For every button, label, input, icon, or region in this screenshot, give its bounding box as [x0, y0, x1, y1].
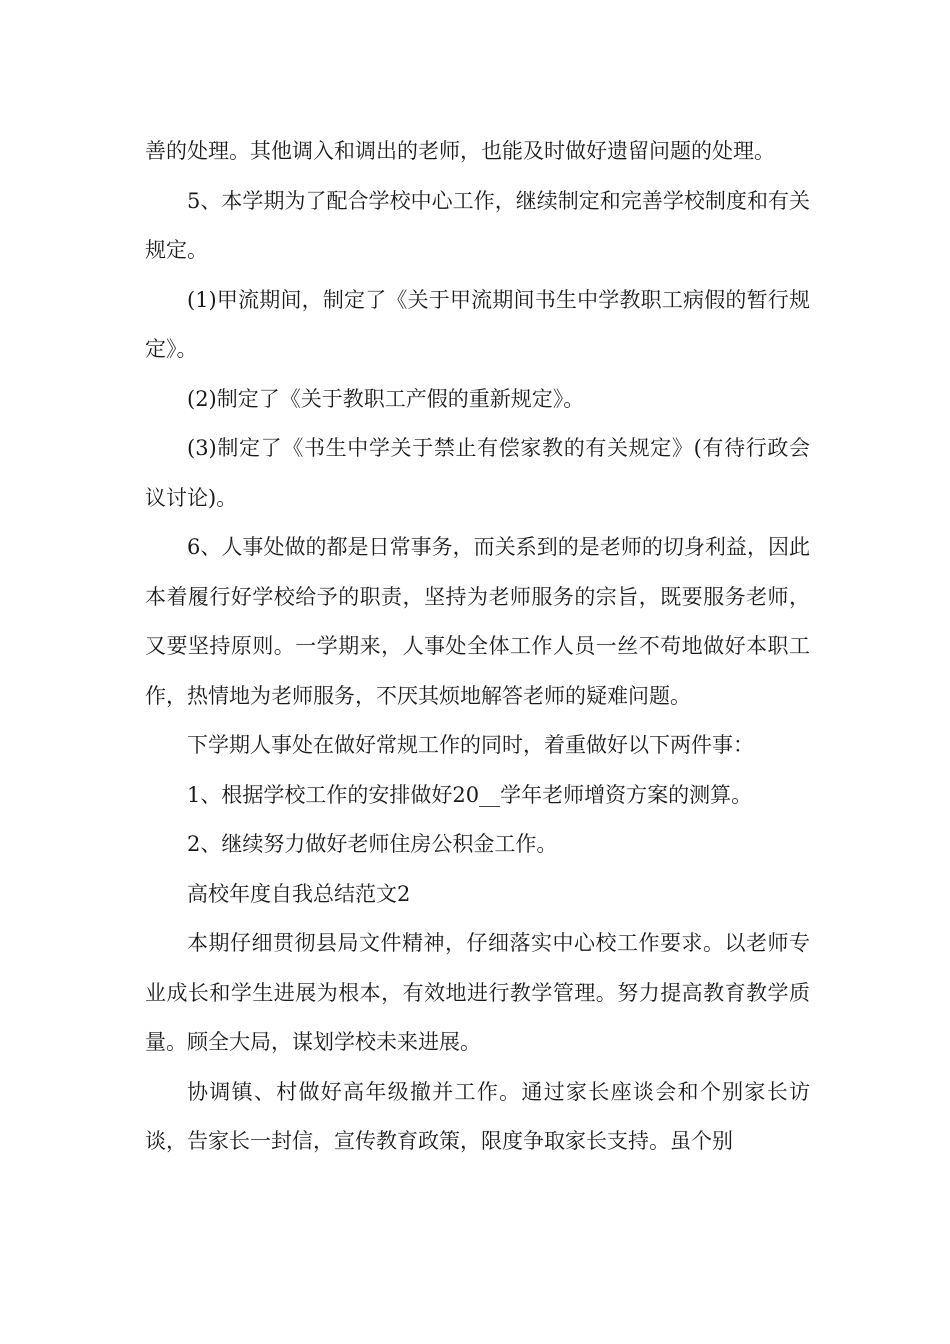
paragraph-intro: 本期仔细贯彻县局文件精神，仔细落实中心校工作要求。以老师专业成长和学生进展为根本，有效地进行教学管理。努力提高教育教学质量。顾全大局，谋划学校未来进展。 [145, 931, 810, 1054]
paragraph-item-5: 5、本学期为了配合学校中心工作，继续制定和完善学校制度和有关规定。 [145, 188, 810, 262]
paragraph-plan-2: 2、继续努力做好老师住房公积金工作。 [187, 832, 558, 856]
paragraph-sub-item-2: (2)制定了《关于教职工产假的重新规定》。 [187, 386, 585, 411]
paragraph-next-term: 下学期人事处在做好常规工作的同时，着重做好以下两件事： [187, 733, 754, 757]
section-heading: 高校年度自我总结范文2 [187, 881, 411, 906]
paragraph-sub-item-1: (1)甲流期间，制定了《关于甲流期间书生中学教职工病假的暂行规定》。 [145, 287, 810, 361]
paragraph-sub-item-3: (3)制定了《书生中学关于禁止有偿家教的有关规定》(有待行政会议讨论)。 [145, 436, 810, 510]
document-body [145, 127, 810, 1167]
paragraph-continuation: 善的处理。其他调入和调出的老师，也能及时做好遗留问题的处理。 [145, 139, 775, 163]
paragraph-coordination: 协调镇、村做好高年级撤并工作。通过家长座谈会和个别家长访谈，告家长一封信，宣传教育政策，限度争取家长支持。虽个别 [145, 1079, 810, 1153]
paragraph-plan-1: 1、根据学校工作的安排做好20__学年老师增资方案的测算。 [187, 782, 753, 807]
paragraph-item-6: 6、人事处做的都是日常事务，而关系到的是老师的切身利益，因此本着履行好学校给予的职责，坚持为老师服务的宗旨，既要服务老师，又要坚持原则。一学期来，人事处全体工作人员一丝不苟地做好本职工作，热情地为老师服务，不厌其烦地解答老师的疑难问题。 [145, 535, 810, 708]
